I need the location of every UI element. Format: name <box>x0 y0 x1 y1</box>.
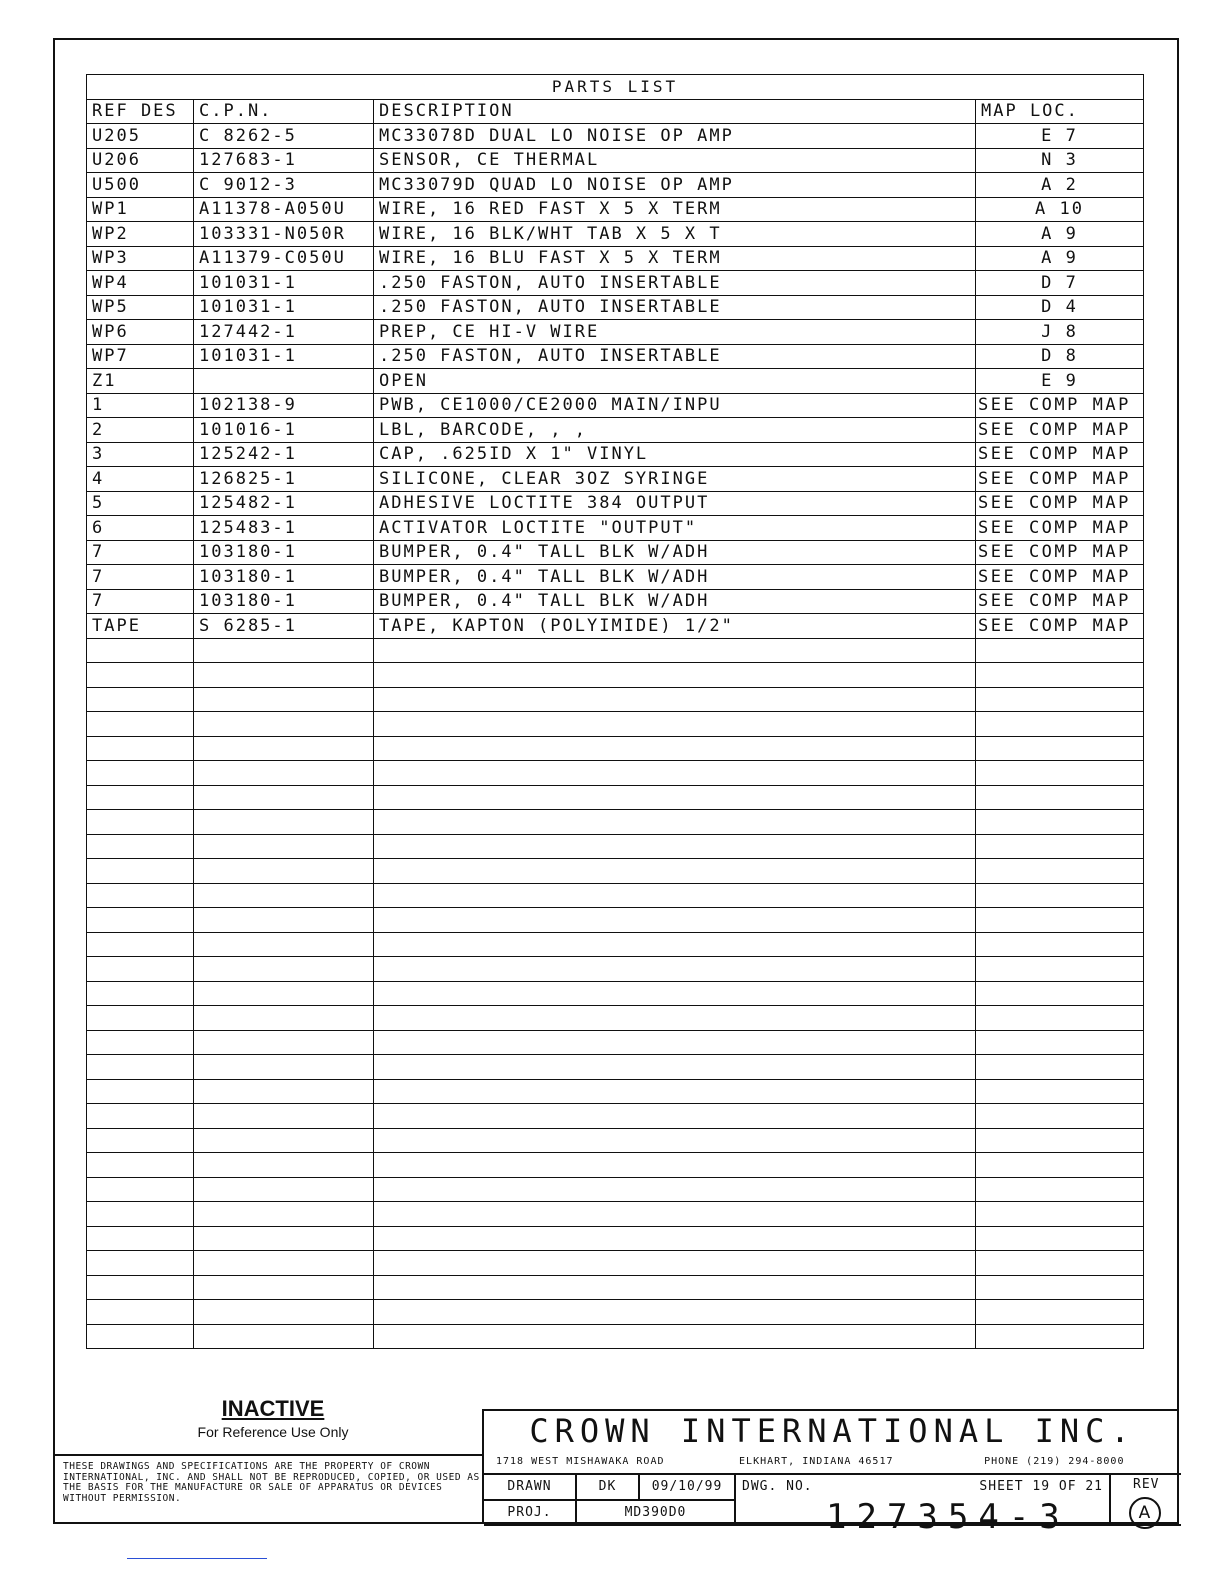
blank-cell <box>976 1300 1144 1325</box>
description-cell: MC33079D QUAD LO NOISE OP AMP <box>374 173 976 198</box>
blank-cell <box>87 1275 194 1300</box>
blank-cell <box>976 1153 1144 1178</box>
dwg-number: 127354-3 <box>826 1497 1070 1537</box>
table-row <box>87 418 1144 443</box>
table-row <box>87 271 1144 296</box>
blank-cell <box>976 883 1144 908</box>
blank-row <box>87 687 1144 712</box>
blank-cell <box>194 1079 374 1104</box>
blank-cell <box>374 687 976 712</box>
ref-des-cell: 2 <box>87 418 194 443</box>
cpn-cell: A11378-A050U <box>194 197 374 222</box>
cpn-cell: A11379-C050U <box>194 246 374 271</box>
blank-cell <box>194 663 374 688</box>
map-loc-cell: D 7 <box>976 271 1144 296</box>
blank-row <box>87 1104 1144 1129</box>
cpn-cell: 101016-1 <box>194 418 374 443</box>
blank-cell <box>194 785 374 810</box>
map-loc-cell: SEE COMP MAP <box>976 442 1144 467</box>
ref-des-cell: WP5 <box>87 295 194 320</box>
map-loc-cell: SEE COMP MAP <box>976 614 1144 639</box>
inactive-subtitle: For Reference Use Only <box>197 1424 349 1440</box>
map-loc-cell: A 9 <box>976 222 1144 247</box>
blank-row <box>87 1153 1144 1178</box>
blank-cell <box>194 1300 374 1325</box>
map-loc-cell: A 10 <box>976 197 1144 222</box>
description-cell: .250 FASTON, AUTO INSERTABLE <box>374 344 976 369</box>
blank-cell <box>87 785 194 810</box>
map-loc-cell: SEE COMP MAP <box>976 467 1144 492</box>
description-cell: .250 FASTON, AUTO INSERTABLE <box>374 295 976 320</box>
blank-cell <box>87 1030 194 1055</box>
blank-cell <box>194 932 374 957</box>
parts-list-title: PARTS LIST <box>87 75 1144 100</box>
blank-cell <box>976 687 1144 712</box>
description-cell: WIRE, 16 RED FAST X 5 X TERM <box>374 197 976 222</box>
blank-cell <box>374 785 976 810</box>
blank-cell <box>976 761 1144 786</box>
blank-cell <box>976 1030 1144 1055</box>
blank-cell <box>194 1275 374 1300</box>
description-cell: ADHESIVE LOCTITE 384 OUTPUT <box>374 491 976 516</box>
table-row <box>87 222 1144 247</box>
map-loc-cell: A 2 <box>976 173 1144 198</box>
blank-cell <box>194 761 374 786</box>
blank-cell <box>374 1324 976 1349</box>
blank-cell <box>194 810 374 835</box>
property-notice: THESE DRAWINGS AND SPECIFICATIONS ARE THE PROPERTY OF CROWN INTERNATIONAL, INC. AND SHALL NOT BE REPRODUCED, COPIED, OR USED AS THE BASIS FOR THE MANUFACTURE OR SALE OF APPARATUS OR DEVICES WITHOUT PERMISSION. <box>55 1454 483 1524</box>
cpn-cell: 103331-N050R <box>194 222 374 247</box>
blank-cell <box>87 908 194 933</box>
proj-value: MD390D0 <box>577 1501 736 1526</box>
blank-row <box>87 859 1144 884</box>
map-loc-cell: SEE COMP MAP <box>976 540 1144 565</box>
blank-cell <box>87 1202 194 1227</box>
blank-cell <box>976 1055 1144 1080</box>
blank-cell <box>976 859 1144 884</box>
blank-cell <box>374 1251 976 1276</box>
description-cell: .250 FASTON, AUTO INSERTABLE <box>374 271 976 296</box>
table-row <box>87 320 1144 345</box>
blank-row <box>87 957 1144 982</box>
table-row <box>87 589 1144 614</box>
dwg-no-cell <box>736 1475 1111 1537</box>
blank-cell <box>87 1104 194 1129</box>
rev-cell <box>1111 1475 1181 1526</box>
blank-cell <box>87 663 194 688</box>
description-cell: TAPE, KAPTON (POLYIMIDE) 1/2" <box>374 614 976 639</box>
blank-cell <box>374 859 976 884</box>
map-loc-cell: D 8 <box>976 344 1144 369</box>
map-loc-cell: J 8 <box>976 320 1144 345</box>
map-loc-cell: E 7 <box>976 124 1144 149</box>
blank-row <box>87 1079 1144 1104</box>
cpn-cell: C 9012-3 <box>194 173 374 198</box>
blank-cell <box>194 1251 374 1276</box>
ref-des-cell: WP1 <box>87 197 194 222</box>
cpn-cell: 103180-1 <box>194 540 374 565</box>
blank-cell <box>976 712 1144 737</box>
blank-cell <box>374 883 976 908</box>
blank-cell <box>374 1275 976 1300</box>
cpn-cell: 127442-1 <box>194 320 374 345</box>
blank-row <box>87 663 1144 688</box>
blank-cell <box>87 981 194 1006</box>
parts-list-table <box>86 74 1144 1349</box>
blank-cell <box>374 1006 976 1031</box>
table-row <box>87 369 1144 394</box>
header-ref-des: REF DES <box>87 99 194 124</box>
description-cell: SENSOR, CE THERMAL <box>374 148 976 173</box>
drawn-label: DRAWN <box>484 1475 577 1501</box>
blank-row <box>87 1006 1144 1031</box>
blank-row <box>87 908 1144 933</box>
cpn-cell: C 8262-5 <box>194 124 374 149</box>
ref-des-cell: WP3 <box>87 246 194 271</box>
blank-row <box>87 810 1144 835</box>
map-loc-cell: SEE COMP MAP <box>976 393 1144 418</box>
blank-cell <box>87 736 194 761</box>
blank-cell <box>194 883 374 908</box>
blank-cell <box>194 1153 374 1178</box>
ref-des-cell: 1 <box>87 393 194 418</box>
table-row <box>87 614 1144 639</box>
blank-cell <box>87 957 194 982</box>
blank-cell <box>87 1153 194 1178</box>
ref-des-cell: 4 <box>87 467 194 492</box>
map-loc-cell: D 4 <box>976 295 1144 320</box>
blank-cell <box>976 981 1144 1006</box>
table-row <box>87 295 1144 320</box>
rev-circle: A <box>1129 1497 1161 1529</box>
blank-cell <box>87 810 194 835</box>
blank-row <box>87 981 1144 1006</box>
ref-des-cell: 5 <box>87 491 194 516</box>
description-cell: WIRE, 16 BLK/WHT TAB X 5 X T <box>374 222 976 247</box>
blank-row <box>87 1226 1144 1251</box>
blank-cell <box>194 1202 374 1227</box>
blank-cell <box>374 1153 976 1178</box>
blank-cell <box>374 761 976 786</box>
cpn-cell: 125482-1 <box>194 491 374 516</box>
blank-cell <box>87 1006 194 1031</box>
blank-cell <box>87 1226 194 1251</box>
cpn-cell: 101031-1 <box>194 295 374 320</box>
street-address: 1718 WEST MISHAWAKA ROAD <box>496 1456 665 1467</box>
blank-cell <box>976 785 1144 810</box>
blank-cell <box>374 981 976 1006</box>
table-row <box>87 393 1144 418</box>
description-cell: ACTIVATOR LOCTITE "OUTPUT" <box>374 516 976 541</box>
cpn-cell: 102138-9 <box>194 393 374 418</box>
blank-row <box>87 883 1144 908</box>
blank-row <box>87 736 1144 761</box>
table-row <box>87 540 1144 565</box>
blank-cell <box>194 1226 374 1251</box>
blank-cell <box>87 932 194 957</box>
blank-cell <box>374 1030 976 1055</box>
blank-cell <box>87 1055 194 1080</box>
cpn-cell: 125483-1 <box>194 516 374 541</box>
table-row <box>87 344 1144 369</box>
blank-cell <box>374 932 976 957</box>
ref-des-cell: WP7 <box>87 344 194 369</box>
blank-cell <box>87 761 194 786</box>
description-cell: PREP, CE HI-V WIRE <box>374 320 976 345</box>
blank-cell <box>976 1275 1144 1300</box>
header-cpn: C.P.N. <box>194 99 374 124</box>
blank-cell <box>194 1104 374 1129</box>
blank-row <box>87 761 1144 786</box>
ref-des-cell: Z1 <box>87 369 194 394</box>
table-row <box>87 173 1144 198</box>
description-cell: WIRE, 16 BLU FAST X 5 X TERM <box>374 246 976 271</box>
blank-cell <box>374 638 976 663</box>
blank-cell <box>374 1177 976 1202</box>
blank-cell <box>976 1251 1144 1276</box>
description-cell: PWB, CE1000/CE2000 MAIN/INPU <box>374 393 976 418</box>
description-cell: BUMPER, 0.4" TALL BLK W/ADH <box>374 565 976 590</box>
blank-cell <box>374 1226 976 1251</box>
ref-des-cell: U205 <box>87 124 194 149</box>
inactive-stamp <box>188 1396 358 1440</box>
ref-des-cell: 7 <box>87 540 194 565</box>
blank-cell <box>87 1300 194 1325</box>
blank-cell <box>374 908 976 933</box>
blank-row <box>87 1202 1144 1227</box>
table-row <box>87 124 1144 149</box>
blank-row <box>87 1300 1144 1325</box>
blank-cell <box>194 1055 374 1080</box>
drawn-by: DK <box>577 1475 640 1501</box>
cpn-cell: 127683-1 <box>194 148 374 173</box>
blank-row <box>87 638 1144 663</box>
ref-des-cell: U206 <box>87 148 194 173</box>
cpn-cell: 126825-1 <box>194 467 374 492</box>
blank-cell <box>87 1079 194 1104</box>
address-line <box>484 1451 1181 1475</box>
blank-row <box>87 1324 1144 1349</box>
inactive-title: INACTIVE <box>221 1396 325 1421</box>
table-row <box>87 246 1144 271</box>
cpn-cell: 103180-1 <box>194 589 374 614</box>
ref-des-cell: TAPE <box>87 614 194 639</box>
blank-cell <box>976 663 1144 688</box>
blank-cell <box>194 1030 374 1055</box>
blank-cell <box>194 687 374 712</box>
proj-label: PROJ. <box>484 1501 577 1526</box>
blank-cell <box>976 1006 1144 1031</box>
cpn-cell: 125242-1 <box>194 442 374 467</box>
blank-cell <box>87 1177 194 1202</box>
blank-cell <box>194 638 374 663</box>
drawn-date: 09/10/99 <box>640 1475 736 1501</box>
ref-des-cell: 3 <box>87 442 194 467</box>
blank-cell <box>374 663 976 688</box>
city-state: ELKHART, INDIANA 46517 <box>739 1456 894 1467</box>
table-row <box>87 442 1144 467</box>
blank-cell <box>374 1300 976 1325</box>
blank-row <box>87 1128 1144 1153</box>
header-map-loc: MAP LOC. <box>976 99 1144 124</box>
blank-cell <box>976 932 1144 957</box>
blank-cell <box>976 1104 1144 1129</box>
blank-cell <box>194 957 374 982</box>
ref-des-cell: WP4 <box>87 271 194 296</box>
blank-row <box>87 1177 1144 1202</box>
blank-cell <box>976 834 1144 859</box>
description-cell: CAP, .625ID X 1" VINYL <box>374 442 976 467</box>
blank-cell <box>976 1324 1144 1349</box>
blank-cell <box>976 1202 1144 1227</box>
blank-cell <box>87 834 194 859</box>
cpn-cell: 101031-1 <box>194 344 374 369</box>
blank-cell <box>374 834 976 859</box>
table-row <box>87 148 1144 173</box>
blank-cell <box>194 1006 374 1031</box>
blank-row <box>87 1055 1144 1080</box>
blank-row <box>87 1275 1144 1300</box>
map-loc-cell: SEE COMP MAP <box>976 516 1144 541</box>
blank-row <box>87 712 1144 737</box>
map-loc-cell: SEE COMP MAP <box>976 418 1144 443</box>
blank-cell <box>87 1324 194 1349</box>
blank-cell <box>374 1202 976 1227</box>
ref-des-cell: 7 <box>87 589 194 614</box>
blank-cell <box>976 1226 1144 1251</box>
description-cell: MC33078D DUAL LO NOISE OP AMP <box>374 124 976 149</box>
blank-cell <box>374 712 976 737</box>
blank-cell <box>374 1055 976 1080</box>
cpn-cell: 101031-1 <box>194 271 374 296</box>
blank-cell <box>194 1324 374 1349</box>
description-cell: OPEN <box>374 369 976 394</box>
header-row <box>87 99 1144 124</box>
table-row <box>87 516 1144 541</box>
blank-cell <box>194 981 374 1006</box>
blank-cell <box>194 908 374 933</box>
phone: PHONE (219) 294-8000 <box>984 1456 1125 1467</box>
footer-rule <box>127 1558 267 1559</box>
map-loc-cell: SEE COMP MAP <box>976 589 1144 614</box>
ref-des-cell: U500 <box>87 173 194 198</box>
blank-row <box>87 1251 1144 1276</box>
cpn-cell: S 6285-1 <box>194 614 374 639</box>
blank-cell <box>374 1128 976 1153</box>
rev-label: REV <box>1133 1477 1160 1492</box>
blank-cell <box>374 1104 976 1129</box>
ref-des-cell: WP2 <box>87 222 194 247</box>
blank-cell <box>87 1128 194 1153</box>
sheet-number: SHEET 19 OF 21 <box>979 1479 1103 1494</box>
blank-cell <box>976 1079 1144 1104</box>
blank-cell <box>374 736 976 761</box>
blank-cell <box>194 1177 374 1202</box>
table-row <box>87 197 1144 222</box>
cpn-cell: 103180-1 <box>194 565 374 590</box>
map-loc-cell: A 9 <box>976 246 1144 271</box>
map-loc-cell: N 3 <box>976 148 1144 173</box>
table-row <box>87 467 1144 492</box>
blank-cell <box>194 859 374 884</box>
description-cell: BUMPER, 0.4" TALL BLK W/ADH <box>374 540 976 565</box>
blank-row <box>87 932 1144 957</box>
blank-row <box>87 785 1144 810</box>
blank-cell <box>976 638 1144 663</box>
blank-row <box>87 1030 1144 1055</box>
blank-cell <box>976 1128 1144 1153</box>
blank-cell <box>976 908 1144 933</box>
blank-cell <box>87 883 194 908</box>
description-cell: BUMPER, 0.4" TALL BLK W/ADH <box>374 589 976 614</box>
blank-cell <box>374 957 976 982</box>
ref-des-cell: WP6 <box>87 320 194 345</box>
table-row <box>87 565 1144 590</box>
blank-cell <box>87 638 194 663</box>
title-block <box>482 1409 1179 1537</box>
blank-cell <box>87 687 194 712</box>
blank-cell <box>976 810 1144 835</box>
blank-cell <box>374 810 976 835</box>
blank-cell <box>87 859 194 884</box>
map-loc-cell: SEE COMP MAP <box>976 491 1144 516</box>
header-description: DESCRIPTION <box>374 99 976 124</box>
map-loc-cell: SEE COMP MAP <box>976 565 1144 590</box>
blank-cell <box>194 736 374 761</box>
blank-cell <box>374 1079 976 1104</box>
blank-cell <box>194 712 374 737</box>
ref-des-cell: 7 <box>87 565 194 590</box>
description-cell: SILICONE, CLEAR 3OZ SYRINGE <box>374 467 976 492</box>
blank-cell <box>87 1251 194 1276</box>
blank-cell <box>194 834 374 859</box>
dwg-no-label: DWG. NO. <box>742 1479 813 1494</box>
blank-row <box>87 834 1144 859</box>
blank-cell <box>976 957 1144 982</box>
cpn-cell <box>194 369 374 394</box>
blank-cell <box>87 712 194 737</box>
description-cell: LBL, BARCODE, , , <box>374 418 976 443</box>
map-loc-cell: E 9 <box>976 369 1144 394</box>
table-row <box>87 491 1144 516</box>
blank-cell <box>194 1128 374 1153</box>
ref-des-cell: 6 <box>87 516 194 541</box>
company-name: CROWN INTERNATIONAL INC. <box>529 1412 1136 1450</box>
blank-cell <box>976 736 1144 761</box>
blank-cell <box>976 1177 1144 1202</box>
